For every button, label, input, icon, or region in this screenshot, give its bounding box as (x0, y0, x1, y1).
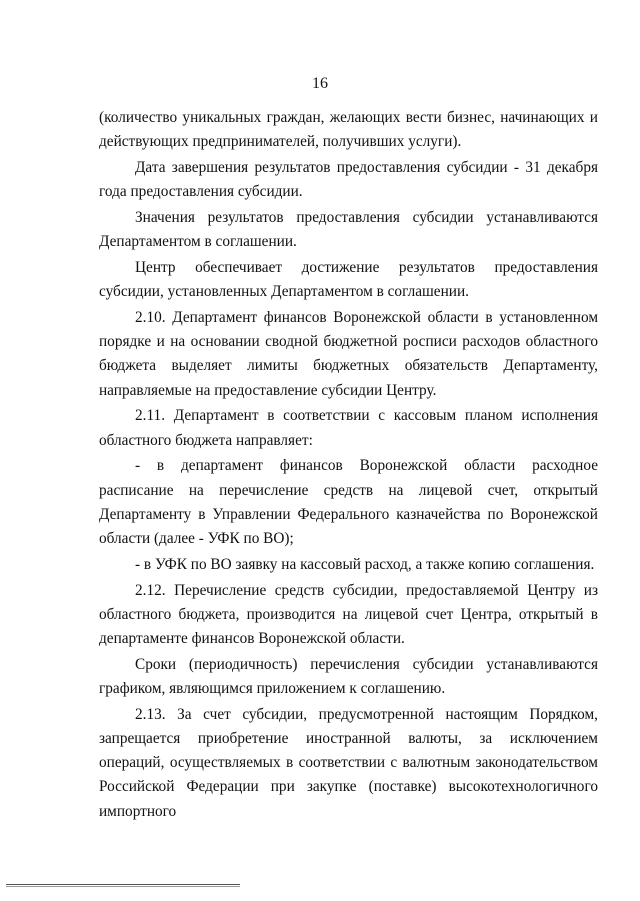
paragraph-result-indicator-continuation: (количество уникальных граждан, желающих вести бизнес, начинающих и действующих предпринимателей, получивших услуги). (99, 109, 598, 151)
paragraph-clause-2-13: 2.13. За счет субсидии, предусмотренной настоящим Порядком, запрещается приобретение иностранной валюты, за исключением операций, осуществляемых в соответствии с валютным законодательством Российской Федерации при закупке (поставке) высокотехнологичного импортного (99, 705, 598, 820)
document-body (99, 106, 598, 825)
paragraph-center-ensures-results: Центр обеспечивает достижение результатов предоставления субсидии, установленных Департаментом в соглашении. (99, 259, 598, 301)
list-item-expense-schedule: - в департамент финансов Воронежской области расходное расписание на перечисление средств на лицевой счет, открытый Департаменту в Управлении Федерального казначейства по Воронежской области (далее - УФК по ВО); (99, 457, 598, 548)
paragraph-transfer-terms: Сроки (периодичность) перечисления субсидии устанавливаются графиком, являющимся приложением к соглашению. (99, 655, 598, 698)
footer-rule-shadow (6, 886, 240, 887)
paragraph-completion-date: Дата завершения результатов предоставления субсидии - 31 декабря года предоставления субсидии. (99, 159, 598, 201)
paragraph-clause-2-11: 2.11. Департамент в соответствии с кассовым планом исполнения областного бюджета направляет: (99, 407, 598, 449)
list-item-cash-request: - в УФК по ВО заявку на кассовый расход, а также копию соглашения. (135, 555, 595, 573)
footer-rule (6, 884, 240, 885)
paragraph-result-values: Значения результатов предоставления субсидии устанавливаются Департаментом в соглашении. (99, 209, 598, 251)
paragraph-clause-2-12: 2.12. Перечисление средств субсидии, предоставляемой Центру из областного бюджета, производится на лицевой счет Центра, открытый в департаменте финансов Воронежской области. (99, 581, 598, 648)
page-number: 16 (312, 75, 328, 92)
paragraph-clause-2-10: 2.10. Департамент финансов Воронежской области в установленном порядке и на основании сводной бюджетной росписи расходов областного бюджета выделяет лимиты бюджетных обязательств Департаменту, направляемые на предоставление субсидии Центру. (99, 309, 598, 399)
